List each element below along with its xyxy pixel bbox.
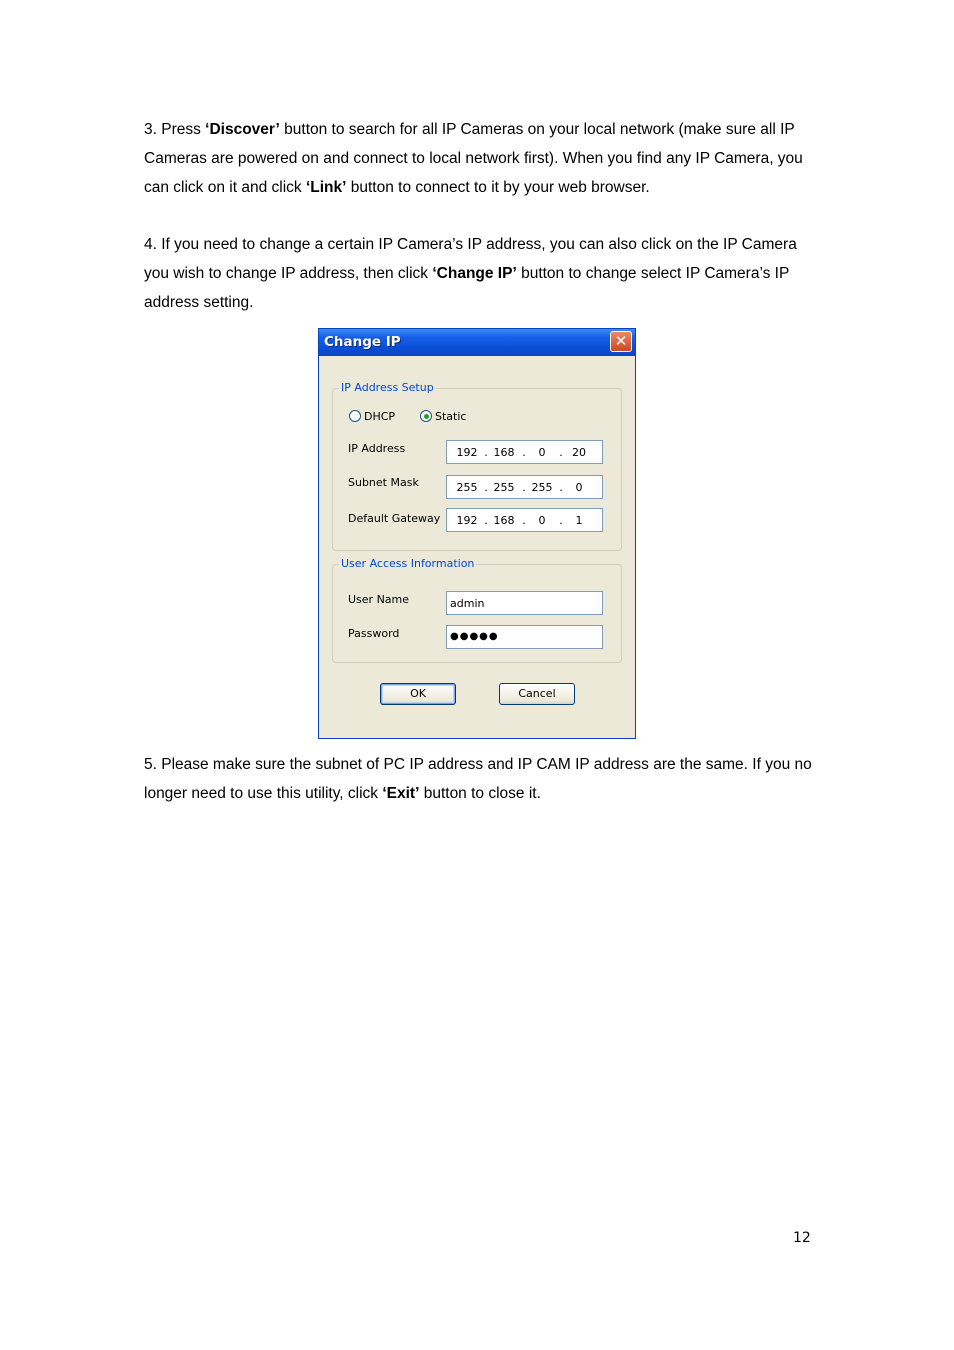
ip-octet: 168	[493, 446, 515, 459]
ip-group-legend: IP Address Setup	[341, 381, 434, 394]
exit-term: ‘Exit’	[382, 785, 420, 802]
dialog-body	[322, 356, 632, 735]
default-gateway-label: Default Gateway	[348, 512, 441, 525]
mask-octet: 255	[531, 481, 553, 494]
change-ip-dialog	[318, 328, 636, 739]
gateway-octet: 192	[456, 514, 478, 527]
user-access-group	[332, 557, 622, 663]
mask-octet: 0	[575, 481, 583, 494]
user-group-legend: User Access Information	[341, 557, 475, 570]
link-term: ‘Link’	[305, 179, 347, 196]
static-label: Static	[435, 410, 467, 423]
close-icon[interactable]: ✕	[610, 331, 632, 352]
user-name-label: User Name	[348, 593, 410, 606]
password-label: Password	[348, 627, 400, 640]
gateway-octet: 0	[538, 514, 546, 527]
ip-octet: 0	[538, 446, 546, 459]
ip-octet: 192	[456, 446, 478, 459]
dhcp-radio[interactable]	[349, 410, 361, 422]
mask-octet: 255	[493, 481, 515, 494]
page-number: 12	[793, 1230, 811, 1246]
user-name-input[interactable]: admin	[446, 591, 603, 615]
ok-button[interactable]: OK	[380, 683, 456, 705]
change-ip-term: ‘Change IP’	[432, 265, 517, 282]
dhcp-label: DHCP	[364, 410, 396, 423]
subnet-mask-label: Subnet Mask	[348, 476, 419, 489]
password-input[interactable]: ●●●●●	[446, 625, 603, 649]
step-4-paragraph: 4. If you need to change a certain IP Camera’s IP address, you can also click on the IP Camera you wish to change IP address, then click ‘Change IP’ button to change select IP Camera’s IP address setting.	[144, 236, 797, 311]
step-5-paragraph: 5. Please make sure the subnet of PC IP address and IP CAM IP address are the same. If you no longer need to use this utility, click ‘Exit’ button to close it.	[144, 756, 812, 802]
step-3-paragraph: 3. Press ‘Discover’ button to search for all IP Cameras on your local network (make sure all IP Cameras are powered on and connect to local network first). When you find any IP Camera, you can click on it and click ‘Link’ button to connect to it by your web browser.	[144, 121, 803, 196]
discover-term: ‘Discover’	[205, 121, 280, 138]
ip-address-label: IP Address	[348, 442, 406, 455]
gateway-octet: 168	[493, 514, 515, 527]
dialog-titlebar[interactable]	[319, 329, 635, 356]
static-radio[interactable]	[420, 410, 432, 422]
ip-address-field[interactable]: 192 . 168 . 0 . 20	[446, 440, 603, 464]
subnet-mask-field[interactable]: 255 . 255 . 255 . 0	[446, 475, 603, 499]
gateway-octet: 1	[575, 514, 583, 527]
ip-address-setup-group	[332, 381, 622, 551]
default-gateway-field[interactable]: 192 . 168 . 0 . 1	[446, 508, 603, 532]
mask-octet: 255	[456, 481, 478, 494]
dialog-title: Change IP	[324, 334, 401, 350]
ip-octet: 20	[572, 446, 586, 459]
cancel-button[interactable]: Cancel	[499, 683, 575, 705]
